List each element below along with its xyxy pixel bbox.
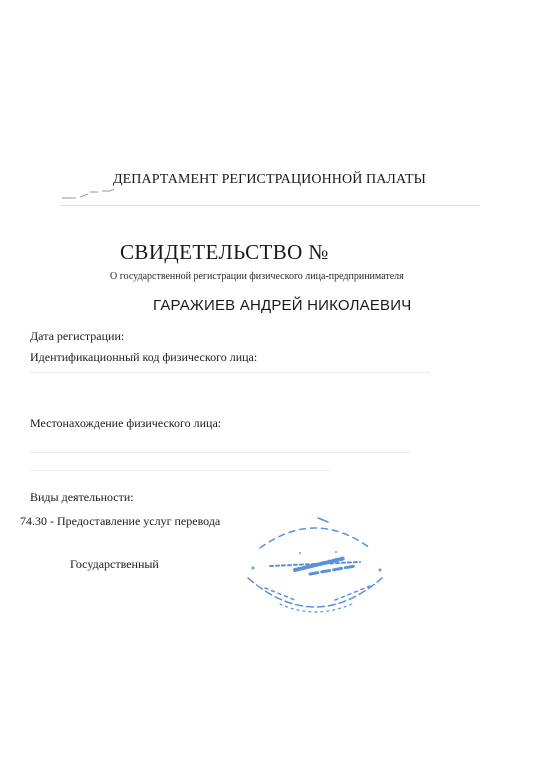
state-label: Государственный: [70, 557, 159, 571]
official-stamp-icon: [240, 508, 390, 628]
registration-date-label: Дата регистрации:: [30, 329, 125, 343]
scan-artifact-line: [30, 452, 410, 453]
certificate-title: СВИДЕТЕЛЬСТВО №: [120, 240, 329, 264]
activity-item: 74.30 - Предоставление услуг перевода: [20, 514, 221, 528]
id-code-label: Идентификационный код физического лица:: [30, 350, 258, 364]
certificate-subtitle: О государственной регистрации физического лица-предпринимателя: [110, 271, 404, 282]
scan-artifact-line: [60, 205, 480, 206]
person-name: ГАРАЖИЕВ АНДРЕЙ НИКОЛАЕВИЧ: [153, 297, 412, 314]
location-label: Местонахождение физического лица:: [30, 416, 222, 430]
scan-artifact-line: [30, 470, 330, 471]
activities-label: Виды деятельности:: [30, 490, 134, 504]
scan-artifact-line: [30, 372, 430, 373]
department-heading: ДЕПАРТАМЕНТ РЕГИСТРАЦИОННОЙ ПАЛАТЫ: [113, 172, 426, 187]
